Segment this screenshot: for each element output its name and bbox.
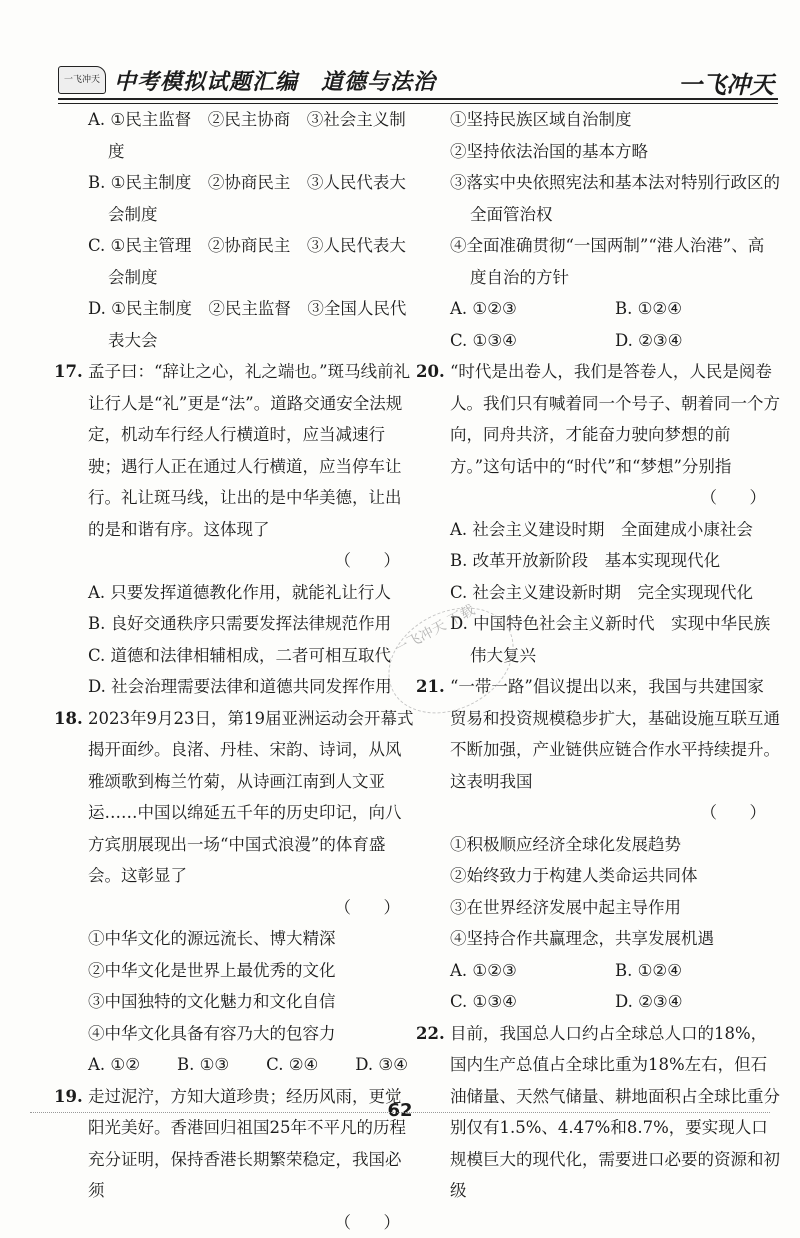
statement-4: ④坚持合作共赢理念，共享发展机遇 — [450, 923, 780, 955]
statement-2: ②坚持依法治国的基本方略 — [450, 136, 780, 168]
answer-paren: （ ） — [701, 797, 781, 829]
options-row — [450, 325, 780, 357]
page-number: 62 — [387, 1100, 412, 1121]
option-b: B. ①②④ — [615, 293, 780, 325]
statement-2: ②中华文化是世界上最优秀的文化 — [88, 955, 414, 987]
statement-2: ②始终致力于构建人类命运共同体 — [450, 860, 780, 892]
option-c: C. ②④ — [266, 1049, 318, 1081]
question-number: 19. — [54, 1081, 83, 1113]
options-row — [450, 955, 780, 987]
book-title: 中考模拟试题汇编 道德与法治 — [114, 65, 436, 96]
brand-mark: 一飞冲天 — [678, 65, 774, 100]
option-a: A. ①②③ — [450, 955, 615, 987]
option-c: C. ①③④ — [450, 325, 615, 357]
question-number: 22. — [416, 1018, 445, 1050]
question-21 — [450, 671, 780, 1018]
footer-dotted-rule — [30, 1112, 770, 1114]
answer-paren: （ ） — [335, 1207, 415, 1238]
page-footer — [0, 1100, 800, 1121]
option-b: B. 改革开放新阶段 基本实现现代化 — [450, 545, 780, 577]
answer-paren: （ ） — [335, 545, 415, 577]
options-row — [88, 1049, 414, 1081]
question-stem: 目前，我国总人口约占全球总人口的18%，国内生产总值占全球比重为18%左右，但石油储量、天然气储量、耕地面积占全球比重分别仅有1.5%、4.47%和8.7%，要实现人口规模巨大的现代化，需要进口必要的资源和初级 — [450, 1018, 780, 1207]
question-stem: “一带一路”倡议提出以来，我国与共建国家贸易和投资规模稳步扩大，基础设施互联互通不断加强，产业链供应链合作水平持续提升。这表明我国 — [450, 671, 780, 797]
option-c: C. ①③④ — [450, 986, 615, 1018]
option-b: B. 良好交通秩序只需要发挥法律规范作用 — [88, 608, 414, 640]
option-a: A. ①民主监督 ②民主协商 ③社会主义制度 — [88, 104, 414, 167]
question-17 — [88, 356, 414, 703]
question-19-continued — [450, 104, 780, 356]
question-18 — [88, 703, 414, 1081]
statement-3: ③中国独特的文化魅力和文化自信 — [88, 986, 414, 1018]
option-a: A. 只要发挥道德教化作用，就能礼让行人 — [88, 577, 414, 609]
option-c: C. 道德和法律相辅相成，二者可相互取代 — [88, 640, 414, 672]
option-d: D. ③④ — [355, 1049, 408, 1081]
option-b: B. ①②④ — [615, 955, 780, 987]
options-row — [450, 986, 780, 1018]
question-number: 21. — [416, 671, 445, 703]
question-stem: 2023年9月23日，第19届亚洲运动会开幕式揭开面纱。良渚、丹桂、宋韵、诗词，从风雅颂歌到梅兰竹菊，从诗画江南到人文亚运……中国以绵延五千年的历史印记，向八方宾朋展现出一场“中国式浪漫”的体育盛会。这彰显了 — [88, 703, 414, 892]
option-b: B. ①③ — [177, 1049, 229, 1081]
question-stem: “时代是出卷人，我们是答卷人，人民是阅卷人。我们只有喊着同一个号子、朝着同一个方向，同舟共济，才能奋力驶向梦想的前方。”这句话中的“时代”和“梦想”分别指 — [450, 356, 780, 482]
option-d: D. ①民主制度 ②民主监督 ③全国人民代表大会 — [88, 293, 414, 356]
question-number: 17. — [54, 356, 83, 388]
option-d: D. ②③④ — [615, 986, 780, 1018]
right-column — [450, 104, 780, 1207]
statement-1: ①中华文化的源远流长、博大精深 — [88, 923, 414, 955]
page-header — [58, 62, 778, 100]
answer-paren: （ ） — [701, 482, 781, 514]
watermark-stamp: 一飞冲天 下载 — [370, 587, 532, 735]
question-stem: 走过泥泞，方知大道珍贵；经历风雨，更觉阳光美好。香港回归祖国25年不平凡的历程充分证明，保持香港长期繁荣稳定，我国必须 — [88, 1081, 414, 1207]
statement-1: ①坚持民族区域自治制度 — [450, 104, 780, 136]
statement-3: ③落实中央依照宪法和基本法对特别行政区的全面管治权 — [450, 167, 780, 230]
option-c: C. 社会主义建设新时期 完全实现现代化 — [450, 577, 780, 609]
option-a: A. ①②③ — [450, 293, 615, 325]
header-rule — [58, 98, 778, 100]
options-row — [450, 293, 780, 325]
statement-1: ①积极顺应经济全球化发展趋势 — [450, 829, 780, 861]
left-column — [88, 104, 414, 1238]
option-d: D. 社会治理需要法律和道德共同发挥作用 — [88, 671, 414, 703]
option-d: D. ②③④ — [615, 325, 780, 357]
option-d: D. 中国特色社会主义新时代 实现中华民族伟大复兴 — [450, 608, 780, 671]
option-a: A. 社会主义建设时期 全面建成小康社会 — [450, 514, 780, 546]
question-stem: 孟子曰：“辞让之心，礼之端也。”斑马线前礼让行人是“礼”更是“法”。道路交通安全法规定，机动车行经人行横道时，应当减速行驶；遇行人正在通过人行横道，应当停车让行。礼让斑马线，让出的是中华美德，让出的是和谐有序。这体现了 — [88, 356, 414, 545]
option-b: B. ①民主制度 ②协商民主 ③人民代表大会制度 — [88, 167, 414, 230]
book-logo: 一飞冲天 — [58, 66, 106, 94]
answer-paren: （ ） — [335, 892, 415, 924]
option-a: A. ①② — [88, 1049, 140, 1081]
option-c: C. ①民主管理 ②协商民主 ③人民代表大会制度 — [88, 230, 414, 293]
statement-3: ③在世界经济发展中起主导作用 — [450, 892, 780, 924]
question-20 — [450, 356, 780, 671]
statement-4: ④中华文化具备有容乃大的包容力 — [88, 1018, 414, 1050]
statement-4: ④全面准确贯彻“一国两制”“港人治港”、高度自治的方针 — [450, 230, 780, 293]
question-number: 20. — [416, 356, 445, 388]
question-16-options — [88, 104, 414, 356]
question-number: 18. — [54, 703, 83, 735]
